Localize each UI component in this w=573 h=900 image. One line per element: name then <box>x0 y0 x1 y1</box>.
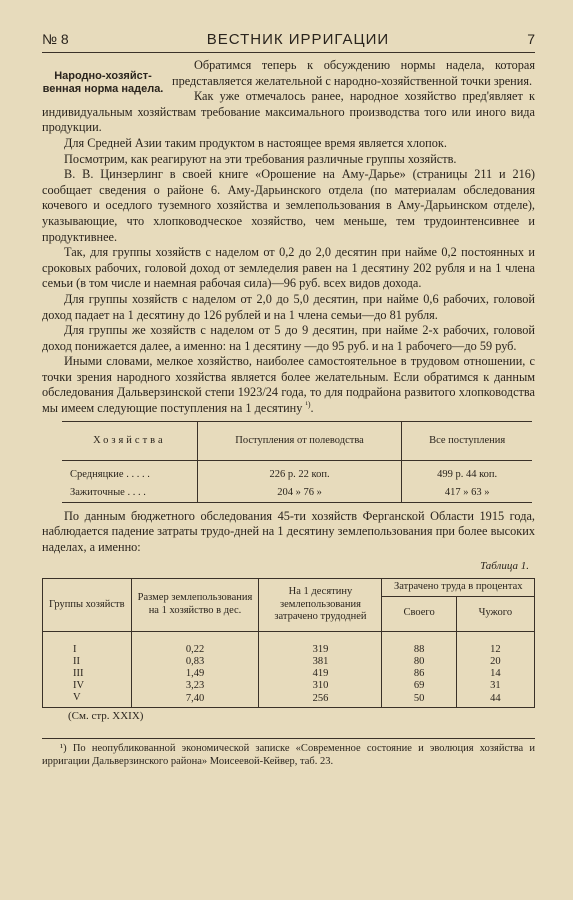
paragraph-text: Иными словами, мелкое хозяйство, наиболее самостоятельное в трудовом отношении, с точки зрения народного хозяйства является более желательным. Если обратимся к данным обследования Дальверзинской степи 1923/24 года, то для подрайона развитого хлопководства мы имеем следующие поступления на 1 десятину <box>42 354 535 416</box>
paragraph: По данным бюджетного обследования 45-ти хозяйств Ферганской Области 1915 года, наблюдается падение затраты трудо-дней на 1 десятину землепользования при более высоких наделах, а именно: <box>42 508 535 554</box>
see-also-note: (См. стр. XXIX) <box>68 709 144 722</box>
table-cell: 44 <box>456 692 534 708</box>
table-row <box>43 680 535 692</box>
footnote-ref: ¹) <box>305 399 311 409</box>
income-table <box>62 421 532 503</box>
table-cell: Зажиточные . . . . <box>62 484 197 503</box>
paragraph: Так, для группы хозяйств с наделом от 0,2 до 2,0 десятин при найме 0,2 постоянных и сроковых рабочих, головой доход от земледелия равен на 1 десятину 202 рубля и на 1 члена семьи (в том числе и наемная рабочая сила)—96 руб. всех видов дохода. <box>42 245 535 291</box>
col-own: Своего <box>382 596 456 631</box>
table-cell: 88 <box>382 631 456 656</box>
table-cell: 204 » 76 » <box>197 484 401 503</box>
issue-number: № 8 <box>42 31 69 48</box>
labor-table <box>42 578 535 708</box>
footnote: ¹) По неопубликованной экономической записке «Современное состояние и эволюция хозяйства и ирригации Дальверзинского района» Моисеевой-Кейвер, таб. 23. <box>42 738 535 768</box>
col-labor: Затрачено труда в процентах <box>382 579 535 597</box>
table-row <box>43 631 535 656</box>
table-cell: 12 <box>456 631 534 656</box>
col-groups: Группы хозяйств <box>43 579 132 632</box>
paragraph: Как уже отмечалось ранее, народное хозяйство пред'являет к индивидуальным хозяйствам требование максимального производства того или иного вида продукции. <box>42 89 535 135</box>
income-col-field: Поступления от полеводства <box>197 421 401 460</box>
table-cell: I <box>43 631 132 656</box>
journal-title: ВЕСТНИК ИРРИГАЦИИ <box>206 31 390 49</box>
table-cell: 3,23 <box>131 680 259 692</box>
table-cell: 69 <box>382 680 456 692</box>
table-cell: 319 <box>259 631 382 656</box>
table-cell: 0,22 <box>131 631 259 656</box>
table-cell: V <box>43 692 132 708</box>
table-cell: 0,83 <box>131 656 259 668</box>
table-cell: 1,49 <box>131 668 259 680</box>
article-body <box>42 58 535 768</box>
paragraph: В. В. Цинзерлинг в своей книге «Орошение на Аму-Дарье» (страницы 211 и 216) сообщает сведения о районе 6. Аму-Дарьинского отдела (по материалам обследования кочевого и оседлого туземного хозяйства и землепользования в Аму-Дарьинском отделе), указывающие, что хлопководческое хозяйство, чем меньше, тем трудоинтенсивнее и продуктивнее. <box>42 167 535 244</box>
table-cell: 86 <box>382 668 456 680</box>
table-row <box>43 656 535 668</box>
table-caption: Таблица 1. <box>480 560 529 573</box>
paragraph: Для Средней Азии таким продуктом в настоящее время является хлопок. <box>64 135 447 150</box>
table-cell: 31 <box>456 680 534 692</box>
table-cell: 419 <box>259 668 382 680</box>
page-number: 7 <box>527 31 535 48</box>
table-cell: 7,40 <box>131 692 259 708</box>
table-row <box>62 460 532 484</box>
page-header <box>42 8 535 53</box>
table-cell: III <box>43 668 132 680</box>
table-cell: 80 <box>382 656 456 668</box>
table-cell: II <box>43 656 132 668</box>
paragraph: Для группы же хозяйств с наделом от 5 до 9 десятин, при найме 2-х рабочих, головой доход понижается далее, а именно: на 1 десятину —до 95 руб. и на 1 рабочего—до 59 руб. <box>42 323 535 353</box>
table-cell: 310 <box>259 680 382 692</box>
table-cell: 499 р. 44 коп. <box>402 460 532 484</box>
table-cell: 50 <box>382 692 456 708</box>
paragraph: Для группы хозяйств с наделом от 2,0 до 5,0 десятин, при найме 0,6 рабочих, головой доход падает на 1 десятину до 126 рублей и на 1 члена семьи—до 81 рубля. <box>42 291 535 322</box>
col-days: На 1 десятину землепользования затрачено трудодней <box>259 579 382 632</box>
section-side-heading: Народно-хозяйст-венная норма надела. <box>42 70 164 95</box>
table-row <box>43 668 535 680</box>
income-col-all: Все поступления <box>402 421 532 460</box>
paragraph: Обратимся теперь к обсуждению нормы надела, которая представляется желательной с народно-хозяйственной точки зрения. <box>172 58 535 88</box>
table-row <box>62 484 532 503</box>
table-row <box>43 692 535 708</box>
table-cell: 417 » 63 » <box>402 484 532 503</box>
table-cell: 20 <box>456 656 534 668</box>
table-cell: 14 <box>456 668 534 680</box>
paragraph: Иными словами, мелкое хозяйство, наиболее самостоятельное в трудовом отношении, с точки зрения народного хозяйства является более желательным. Если обратимся к данным обследования Дальверзинской степи 1923/24 года, то для подрайона развитого хлопководства мы имеем следующие поступления на 1 десятину $^{^1)}$. <box>42 354 535 416</box>
table-cell: Средняцкие . . . . . <box>70 468 150 480</box>
table-cell: 381 <box>259 656 382 668</box>
paragraph: Посмотрим, как реагируют на эти требования различные группы хозяйств. <box>64 151 457 166</box>
col-size: Размер землепользования на 1 хозяйство в дес. <box>131 579 259 632</box>
table-cell: IV <box>43 680 132 692</box>
table-cell: 226 р. 22 коп. <box>197 460 401 484</box>
income-col-households: Хозяйства <box>62 421 197 460</box>
table-cell: 256 <box>259 692 382 708</box>
col-hired: Чужого <box>456 596 534 631</box>
